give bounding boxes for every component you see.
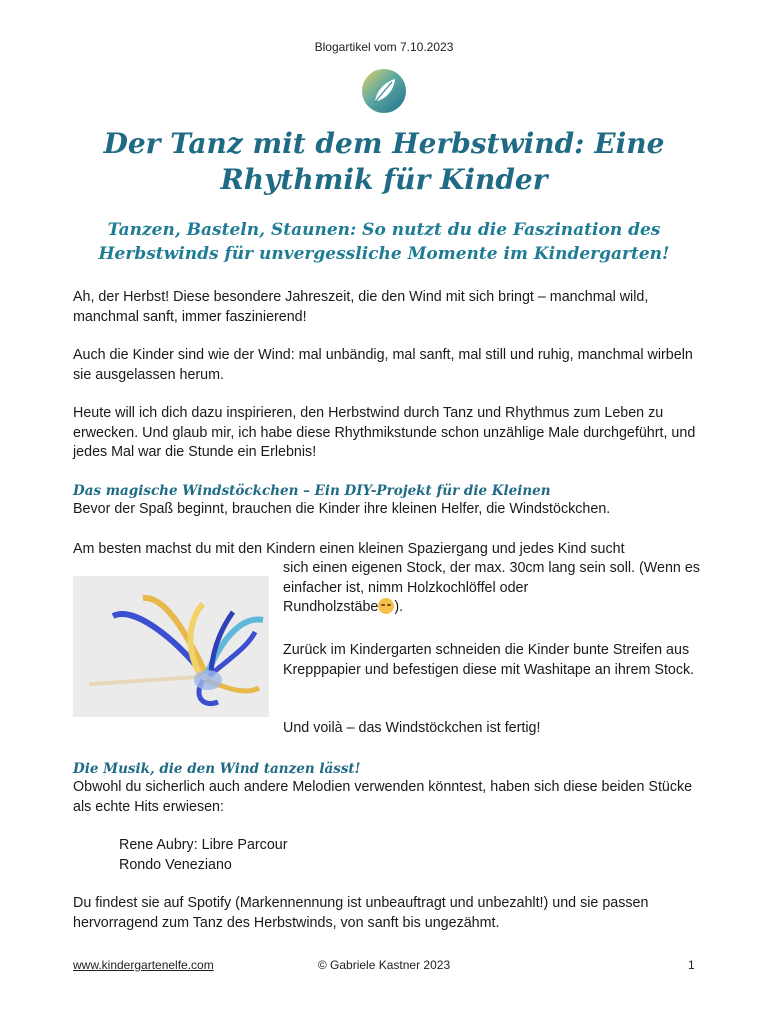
- article-title: Der Tanz mit dem Herbstwind: Eine Rhythmik für Kinder: [103, 127, 665, 196]
- footer-website-link[interactable]: www.kindergartenelfe.com: [73, 958, 214, 972]
- intro-paragraph-2: Auch die Kinder sind wie der Wind: mal unbändig, mal sanft, mal still und ruhig, manchmal wirbeln sie ausgelassen herum.: [73, 347, 693, 383]
- smirk-emoji-icon: [378, 598, 394, 614]
- music-track-item: Rene Aubry: Libre Parcour: [119, 837, 288, 853]
- windstoeckchen-photo: [73, 576, 269, 717]
- section1-paragraph-4: Und voilà – das Windstöckchen ist fertig!: [283, 720, 541, 736]
- section1-paragraph-1: Bevor der Spaß beginnt, brauchen die Kinder ihre kleinen Helfer, die Windstöckchen.: [73, 501, 611, 517]
- section1-paragraph-2-line1: Am besten machst du mit den Kindern einen kleinen Spaziergang und jedes Kind sucht: [73, 541, 625, 557]
- blog-date-note: Blogartikel vom 7.10.2023: [314, 40, 454, 54]
- music-track-list: [119, 836, 749, 875]
- section2-paragraph-2: Du findest sie auf Spotify (Markennennung ist unbeauftragt und unbezahlt!) und sie passen hervorragend zum Tanz des Herbstwinds, von sanft bis ungezähmt.: [73, 895, 649, 931]
- section-heading-musik: Die Musik, die den Wind tanzen lässt!: [73, 761, 361, 777]
- footer-copyright: © Gabriele Kastner 2023: [317, 958, 451, 972]
- section1-paragraph-3: Zurück im Kindergarten schneiden die Kinder bunte Streifen aus Krepppapier und befestigen diese mit Washitape an ihrem Stock.: [283, 642, 695, 678]
- music-track-item: Rondo Veneziano: [119, 856, 232, 873]
- section-heading-windstoeckchen: Das magische Windstöckchen – Ein DIY-Projekt für die Kleinen: [73, 483, 551, 499]
- leaf-logo-icon: [361, 68, 407, 114]
- section1-paragraph-2-rest: sich einen eigenen Stock, der max. 30cm lang sein soll. (Wenn es einfacher ist, nimm Holzkochlöffel oder Rundholzstäbe ).: [283, 560, 700, 615]
- footer-page-number: 1: [688, 958, 695, 972]
- article-subtitle: Tanzen, Basteln, Staunen: So nutzt du die Faszination des Herbstwinds für unvergessliche Momente im Kindergarten!: [98, 220, 670, 264]
- intro-paragraph-1: Ah, der Herbst! Diese besondere Jahreszeit, die den Wind mit sich bringt – manchmal wild, manchmal sanft, immer faszinierend!: [73, 289, 649, 325]
- intro-paragraph-3: Heute will ich dich dazu inspirieren, den Herbstwind durch Tanz und Rhythmus zum Leben zu erwecken. Und glaub mir, ich habe diese Rhythmikstunde schon unzählige Male durchgeführt, und jedes Mal war die Stunde ein Erlebnis!: [73, 405, 696, 460]
- section2-paragraph-1: Obwohl du sicherlich auch andere Melodien verwenden könntest, haben sich diese beiden Stücke als echte Hits erwiesen:: [73, 779, 693, 815]
